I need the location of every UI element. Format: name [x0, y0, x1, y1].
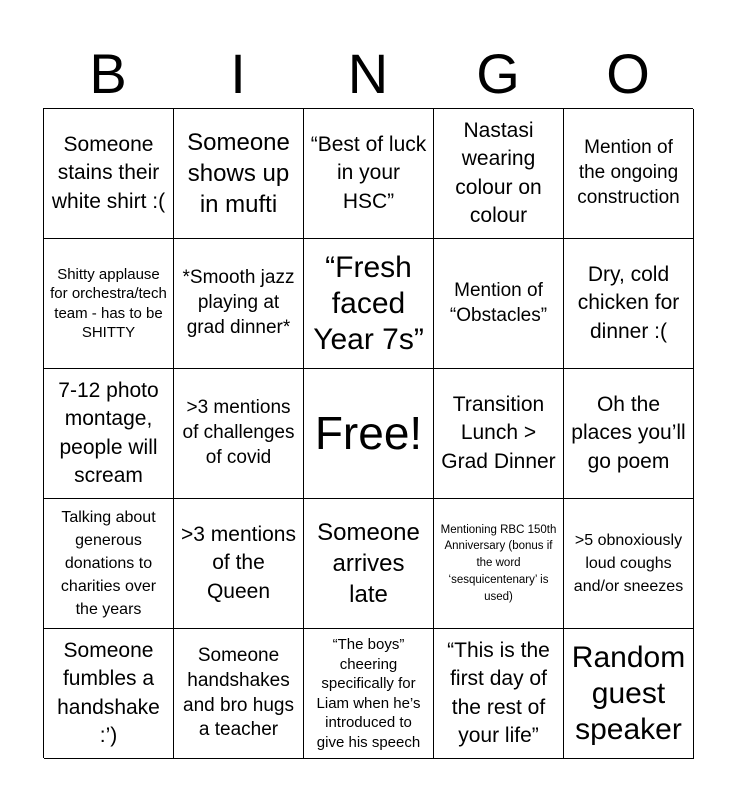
bingo-cell-text: Someone fumbles a handshake :’) [57, 638, 160, 747]
bingo-cell[interactable] [174, 499, 304, 629]
bingo-cell[interactable] [174, 369, 304, 499]
bingo-cell[interactable] [434, 499, 564, 629]
bingo-cell[interactable] [434, 369, 564, 499]
header-letter-g: G [476, 42, 520, 105]
bingo-cell-text: Mentioning RBC 150th Anniversary (bonus if the word ‘sesquicentenary’ is used) [440, 523, 557, 603]
bingo-cell-text: Talking about generous donations to charities over the years [60, 508, 157, 619]
bingo-cell[interactable] [174, 239, 304, 369]
bingo-cell-text: >3 mentions of the Queen [181, 522, 296, 603]
bingo-cell-text: 7-12 photo montage, people will scream [58, 378, 159, 487]
bingo-cell-text: Random guest speaker [571, 640, 686, 746]
bingo-cell[interactable] [434, 629, 564, 759]
bingo-cell[interactable] [434, 109, 564, 239]
bingo-cell-text: >3 mentions of challenges of covid [182, 397, 295, 468]
bingo-cell-text: Transition Lunch > Grad Dinner [441, 392, 556, 473]
bingo-cell-text: Oh the places you’ll go poem [571, 392, 686, 473]
header-letter-o: O [606, 42, 650, 105]
bingo-cell-text: Someone stains their white shirt :( [51, 132, 166, 213]
header-letter-n: N [347, 42, 389, 105]
bingo-cell-text: Someone shows up in mufti [187, 128, 290, 219]
bingo-cell-text: Dry, cold chicken for dinner :( [577, 262, 680, 343]
bingo-cell[interactable] [564, 499, 694, 629]
bingo-cell[interactable] [44, 499, 174, 629]
bingo-cell[interactable] [304, 629, 434, 759]
bingo-cell-text: Mention of “Obstacles” [449, 279, 548, 326]
bingo-cell[interactable] [44, 369, 174, 499]
bingo-cell[interactable] [564, 239, 694, 369]
bingo-header [43, 40, 693, 108]
bingo-cell-text: Someone arrives late [317, 518, 420, 609]
bingo-cell-text: “The boys” cheering specifically for Liam when he’s introduced to give his speech [316, 636, 421, 751]
bingo-cell-text: Someone handshakes and bro hugs a teacher [183, 645, 294, 741]
bingo-cell[interactable] [304, 239, 434, 369]
bingo-cell-text: “Fresh faced Year 7s” [313, 250, 424, 356]
bingo-cell[interactable] [44, 109, 174, 239]
bingo-cell[interactable] [44, 239, 174, 369]
bingo-cell[interactable] [174, 629, 304, 759]
bingo-cell-text: Shitty applause for orchestra/tech team - has to be SHITTY [50, 265, 167, 341]
bingo-grid [43, 108, 693, 758]
bingo-cell-text: *Smooth jazz playing at grad dinner* [182, 267, 295, 338]
bingo-cell[interactable] [564, 109, 694, 239]
bingo-cell-text: Mention of the ongoing construction [577, 137, 680, 208]
bingo-cell[interactable] [304, 499, 434, 629]
bingo-cell[interactable] [434, 239, 564, 369]
bingo-cell[interactable] [564, 369, 694, 499]
bingo-cell-text: “Best of luck in your HSC” [310, 132, 427, 213]
free-space-cell[interactable] [304, 369, 434, 499]
header-letter-b: B [89, 42, 127, 105]
bingo-cell-text: “This is the first day of the rest of your life” [447, 638, 550, 747]
bingo-cell[interactable] [44, 629, 174, 759]
bingo-cell[interactable] [564, 629, 694, 759]
bingo-cell[interactable] [304, 109, 434, 239]
bingo-cell-text: Nastasi wearing colour on colour [455, 118, 542, 227]
bingo-cell-text: >5 obnoxiously loud coughs and/or sneezes [573, 531, 684, 596]
free-space-text: Free! [314, 407, 423, 460]
bingo-cell[interactable] [174, 109, 304, 239]
header-letter-i: I [230, 42, 246, 105]
